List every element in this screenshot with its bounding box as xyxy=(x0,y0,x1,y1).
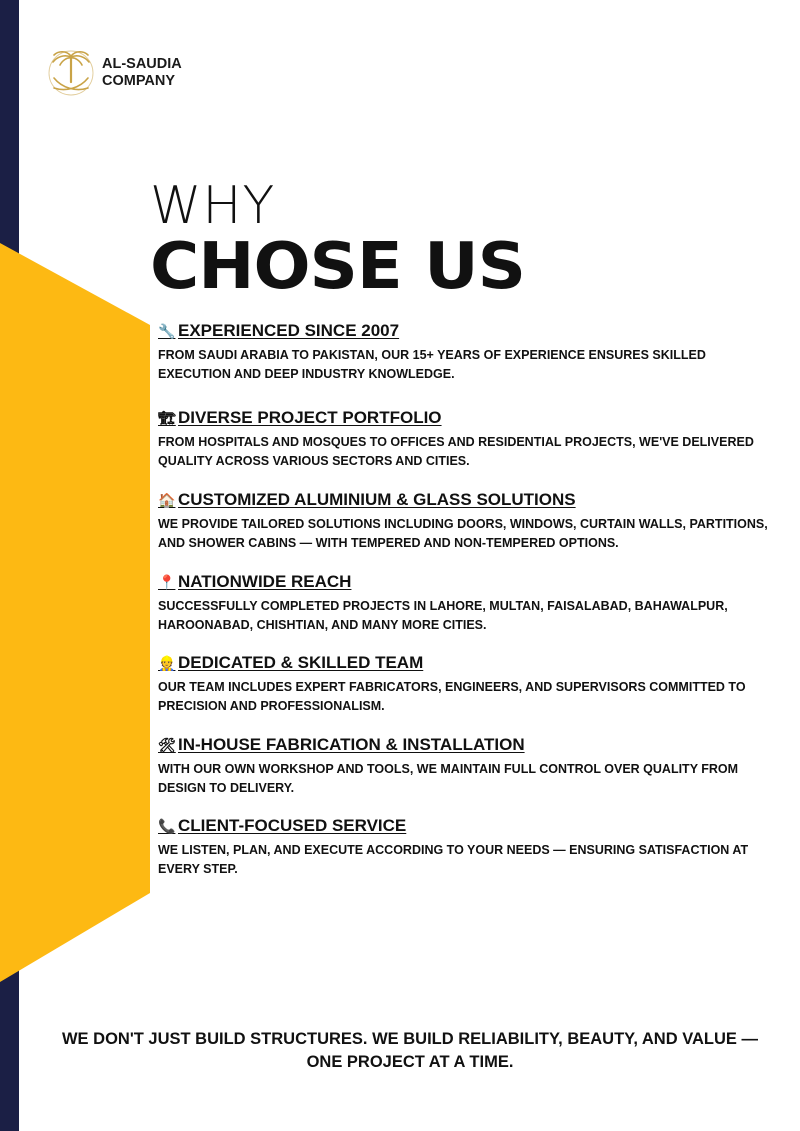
feature-item xyxy=(158,408,778,471)
feature-description: SUCCESSFULLY COMPLETED PROJECTS IN LAHORE, MULTAN, FAISALABAD, BAHAWALPUR, HAROONABAD, CHISHTIAN, AND MANY MORE CITIES. xyxy=(158,599,728,632)
feature-description: WE PROVIDE TAILORED SOLUTIONS INCLUDING DOORS, WINDOWS, CURTAIN WALLS, PARTITIONS, AND SHOWER CABINS — WITH TEMPERED AND NON-TEMPERED OPTIONS. xyxy=(158,517,768,550)
feature-title: NATIONWIDE REACH xyxy=(178,572,352,591)
location-pin-icon: 📍 xyxy=(158,574,176,590)
feature-item xyxy=(158,321,778,384)
feature-title: CUSTOMIZED ALUMINIUM & GLASS SOLUTIONS xyxy=(178,490,576,509)
closing-line-2: ONE PROJECT AT A TIME. xyxy=(306,1053,514,1071)
feature-description: WITH OUR OWN WORKSHOP AND TOOLS, WE MAINTAIN FULL CONTROL OVER QUALITY FROM DESIGN TO DELIVERY. xyxy=(158,762,739,795)
crane-icon: 🏗 xyxy=(158,410,176,426)
logo-name-line2: COMPANY xyxy=(102,73,176,89)
feature-item xyxy=(158,816,778,879)
company-logo xyxy=(48,48,182,98)
heading-line-why: WHY xyxy=(150,176,276,236)
closing-line-1: WE DON'T JUST BUILD STRUCTURES. WE BUILD RELIABILITY, BEAUTY, AND VALUE — xyxy=(61,1030,758,1048)
tools-icon: 🛠 xyxy=(158,737,176,753)
palm-swords-emblem-icon xyxy=(48,48,94,98)
feature-title: DIVERSE PROJECT PORTFOLIO xyxy=(178,408,442,427)
closing-statement xyxy=(30,1028,790,1074)
navy-side-strip xyxy=(0,0,19,1131)
feature-item xyxy=(158,735,778,798)
page-heading xyxy=(150,176,525,304)
feature-title: IN-HOUSE FABRICATION & INSTALLATION xyxy=(178,735,525,754)
feature-item xyxy=(158,572,778,635)
house-icon: 🏠 xyxy=(158,492,176,508)
heading-line-chose-us: CHOSE US xyxy=(150,230,525,304)
feature-description: FROM HOSPITALS AND MOSQUES TO OFFICES AND RESIDENTIAL PROJECTS, WE'VE DELIVERED QUALITY ACROSS VARIOUS SECTORS AND CITIES. xyxy=(158,435,754,468)
feature-title: CLIENT-FOCUSED SERVICE xyxy=(178,816,407,835)
worker-icon: 👷 xyxy=(158,655,176,671)
feature-description: FROM SAUDI ARABIA TO PAKISTAN, OUR 15+ YEARS OF EXPERIENCE ENSURES SKILLED EXECUTION AND DEEP INDUSTRY KNOWLEDGE. xyxy=(158,348,706,381)
feature-description: WE LISTEN, PLAN, AND EXECUTE ACCORDING TO YOUR NEEDS — ENSURING SATISFACTION AT EVERY STEP. xyxy=(158,843,749,876)
feature-title: EXPERIENCED SINCE 2007 xyxy=(178,321,400,340)
phone-icon: 📞 xyxy=(158,818,176,834)
feature-description: OUR TEAM INCLUDES EXPERT FABRICATORS, ENGINEERS, AND SUPERVISORS COMMITTED TO PRECISION AND PROFESSIONALISM. xyxy=(158,680,746,713)
wrench-icon: 🔧 xyxy=(158,323,176,339)
feature-item xyxy=(158,490,778,553)
logo-name-line1: AL-SAUDIA xyxy=(102,56,182,72)
feature-title: DEDICATED & SKILLED TEAM xyxy=(178,653,424,672)
feature-item xyxy=(158,653,778,716)
